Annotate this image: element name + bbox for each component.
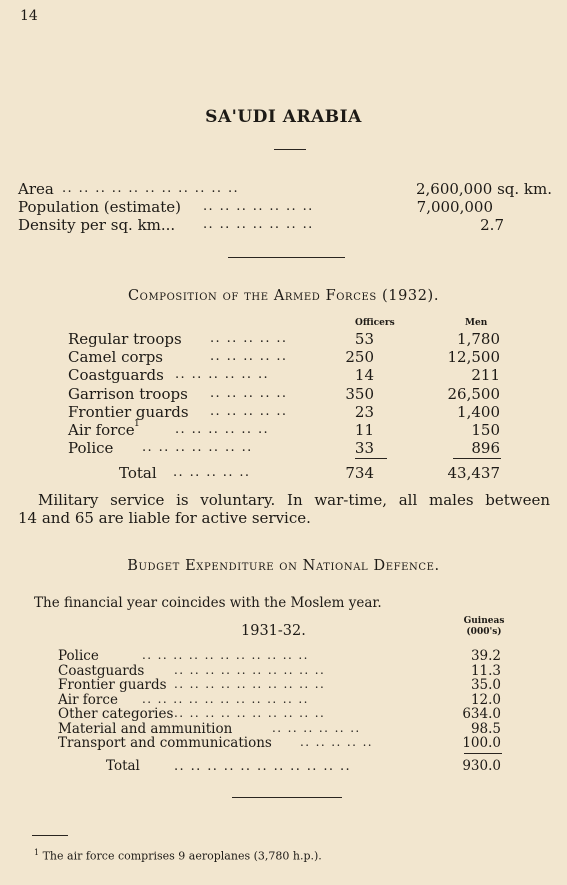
budget-row-label: Air force <box>58 691 118 708</box>
force-row-label: Air force <box>68 421 135 439</box>
page-title: SA'UDI ARABIA <box>205 107 362 127</box>
leader-dots: .. .. .. .. .. .. .. .. .. .. <box>174 677 326 691</box>
force-row-officers: 23 <box>354 402 374 421</box>
section-rule <box>232 797 342 798</box>
stat-label-population: Population (estimate) <box>18 198 181 216</box>
footnote <box>34 848 322 863</box>
budget-heading: Budget Expenditure on National Defence. <box>127 558 440 574</box>
leader-dots: .. .. .. .. .. <box>300 735 374 749</box>
stat-value-area: 2,600,000 sq. km. <box>415 180 552 198</box>
col-men-header: Men <box>465 318 488 328</box>
force-row-label: Regular troops <box>68 330 182 348</box>
force-row-officers: 11 <box>354 421 374 439</box>
leader-dots: .. .. .. .. .. <box>173 465 251 480</box>
budget-row-value: 11.3 <box>470 662 501 679</box>
leader-dots: .. .. .. .. .. .. .. <box>203 199 314 214</box>
budget-row-label: Coastguards <box>58 662 145 679</box>
force-row-men: 211 <box>471 366 500 385</box>
leader-dots: .. .. .. .. .. .. <box>175 367 270 383</box>
budget-unit-line2: (000's) <box>466 627 502 637</box>
col-officers-header: Officers <box>355 318 395 328</box>
leader-dots: .. .. .. .. .. <box>210 385 288 401</box>
stat-value-density: 2.7 <box>480 216 504 234</box>
section-rule <box>228 257 345 258</box>
leader-dots: .. .. .. .. .. .. .. <box>203 217 314 232</box>
budget-row-value: 100.0 <box>462 735 501 751</box>
force-row-men: 1,400 <box>457 402 500 421</box>
budget-total-label: Total <box>106 758 140 774</box>
stat-value-population: 7,000,000 <box>416 198 493 216</box>
leader-dots: .. .. .. .. .. <box>210 331 288 346</box>
budget-row-label: Other categories <box>58 706 174 722</box>
leader-dots: .. .. .. .. .. .. .. .. .. .. <box>174 706 326 720</box>
force-row-label: Camel corps <box>68 348 163 367</box>
footnote-mark: 1 <box>34 848 40 857</box>
force-row-men: 26,500 <box>447 384 500 403</box>
force-row-label: Garrison troops <box>68 384 188 403</box>
footnote-rule <box>32 835 68 836</box>
budget-row-label: Police <box>58 648 99 664</box>
leader-dots: .. .. .. .. .. .. <box>272 720 361 735</box>
force-row-label: Frontier guards <box>68 402 189 421</box>
stat-label-area: Area <box>18 180 54 198</box>
leader-dots: .. .. .. .. .. .. .. .. .. .. .. <box>142 648 309 662</box>
service-note-line1: Military service is voluntary. In war-time, all males between <box>38 491 550 509</box>
force-row-men: 12,500 <box>447 348 500 367</box>
forces-total-officers: 734 <box>345 464 374 482</box>
budget-row-label: Transport and communications <box>58 735 272 751</box>
force-row-officers: 250 <box>345 348 374 367</box>
title-rule <box>274 149 306 150</box>
leader-dots: .. .. .. .. .. .. .. .. .. .. .. <box>62 181 240 196</box>
budget-row-label: Material and ammunition <box>58 720 233 737</box>
force-row-officers: 14 <box>354 366 374 385</box>
total-rule-men <box>453 458 501 459</box>
budget-row-value: 39.2 <box>470 648 501 664</box>
budget-intro: The financial year coincides with the Moslem year. <box>34 595 382 611</box>
leader-dots: .. .. .. .. .. .. .. .. .. .. .. <box>142 691 309 706</box>
budget-row-value: 35.0 <box>470 677 501 693</box>
force-row-label: Police <box>68 439 114 458</box>
leader-dots: .. .. .. .. .. .. .. <box>142 440 253 456</box>
budget-total-value: 930.0 <box>462 758 501 774</box>
force-row-men: 896 <box>471 439 500 458</box>
forces-heading: Composition of the Armed Forces (1932). <box>127 288 440 304</box>
budget-row-value: 12.0 <box>470 691 501 708</box>
budget-row-value: 98.5 <box>470 720 501 737</box>
leader-dots: .. .. .. .. .. <box>210 403 288 419</box>
page-number: 14 <box>20 8 38 24</box>
leader-dots: .. .. .. .. .. .. .. .. .. .. <box>174 662 326 677</box>
stat-label-density: Density per sq. km... <box>18 216 176 234</box>
leader-dots: .. .. .. .. .. .. .. .. .. .. .. <box>174 759 352 774</box>
total-rule-officers <box>355 458 387 459</box>
budget-row-value: 634.0 <box>462 706 501 722</box>
leader-dots: .. .. .. .. .. .. <box>175 422 270 437</box>
leader-dots: .. .. .. .. .. <box>210 349 288 365</box>
budget-year: 1931-32. <box>241 623 306 639</box>
force-row-officers: 53 <box>354 330 374 348</box>
footnote-text: The air force comprises 9 aeroplanes (3,780 h.p.). <box>42 849 322 863</box>
budget-unit-line1: Guineas <box>463 616 505 626</box>
force-row-officers: 350 <box>345 384 374 403</box>
force-row-men: 150 <box>471 421 500 439</box>
force-row-men: 1,780 <box>457 330 500 348</box>
footnote-mark: 1 <box>134 419 140 429</box>
forces-total-label: Total <box>119 464 157 482</box>
service-note-line2: 14 and 65 are liable for active service. <box>18 509 311 527</box>
forces-total-men: 43,437 <box>447 464 500 482</box>
force-row-officers: 33 <box>354 439 374 458</box>
budget-row-label: Frontier guards <box>58 677 167 693</box>
force-row-label: Coastguards <box>68 366 164 385</box>
budget-total-rule <box>464 753 502 754</box>
